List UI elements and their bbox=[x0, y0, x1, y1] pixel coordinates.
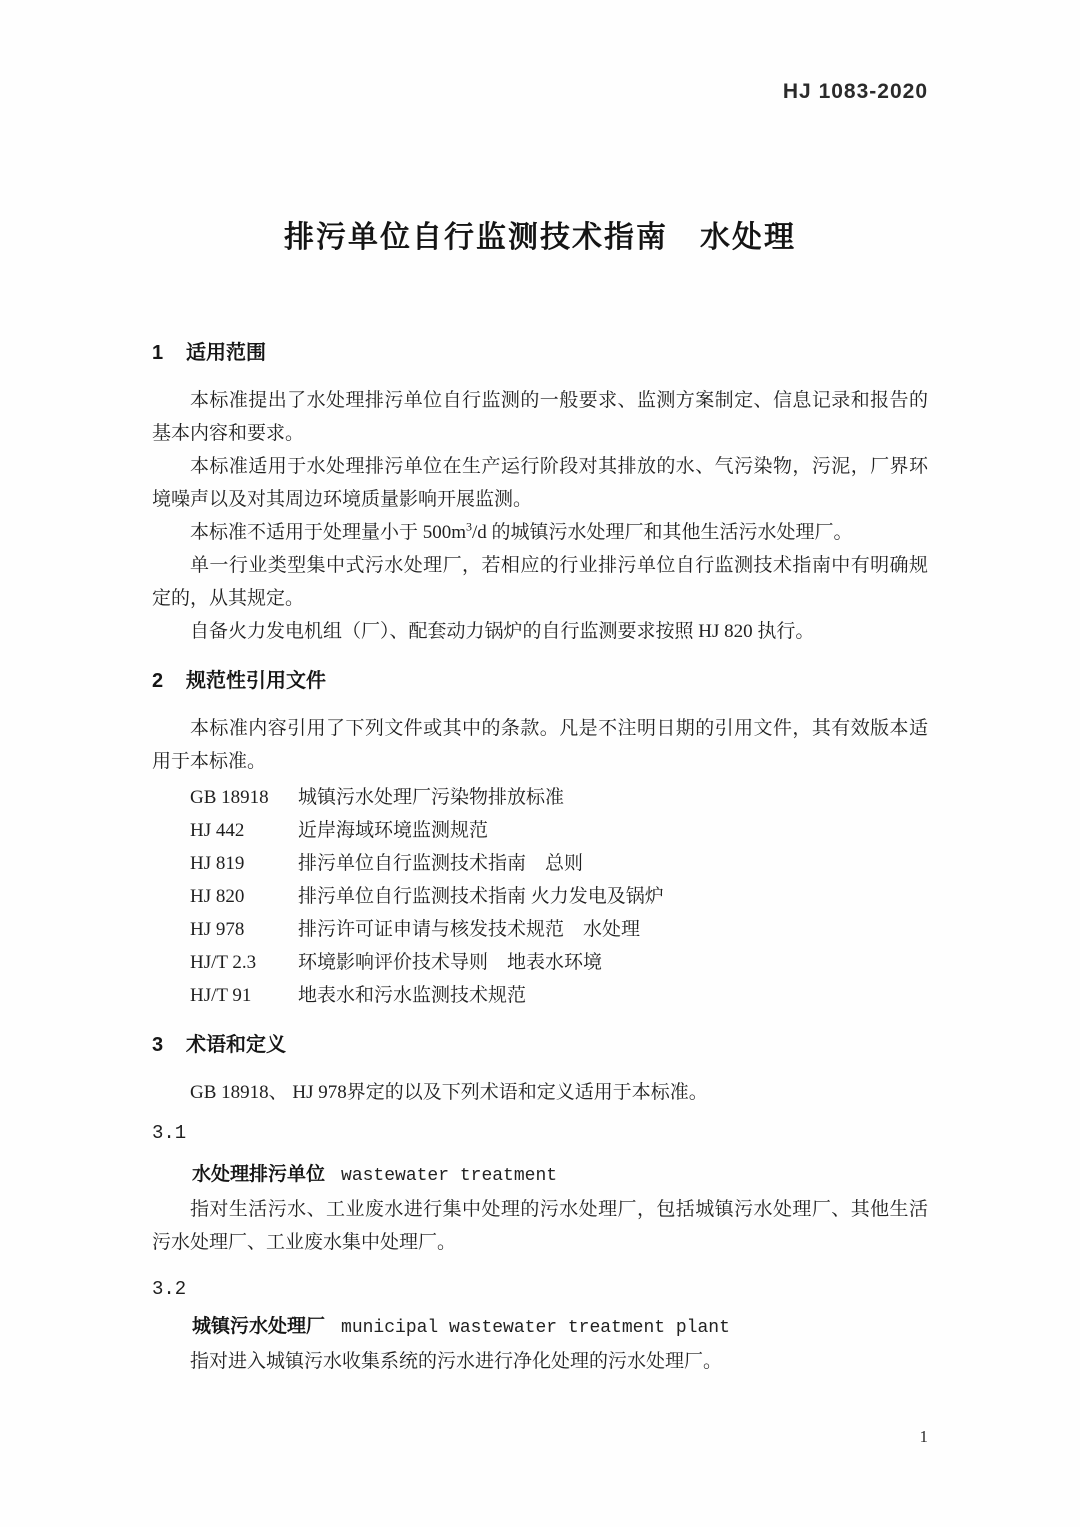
term-title-line bbox=[192, 1158, 928, 1193]
term-definition: 指对进入城镇污水收集系统的污水进行净化处理的污水处理厂。 bbox=[190, 1351, 723, 1372]
reference-title: 排污单位自行监测技术指南 火力发电及锅炉 bbox=[298, 886, 664, 907]
reference-code: GB 18918 bbox=[190, 787, 269, 808]
section-3-number: 3 bbox=[152, 1034, 164, 1056]
section-3-heading bbox=[152, 1028, 928, 1062]
reference-code: HJ 442 bbox=[190, 820, 245, 841]
section-3-body bbox=[152, 1076, 928, 1378]
reference-code: HJ 820 bbox=[190, 886, 245, 907]
reference-title: 城镇污水处理厂污染物排放标准 bbox=[298, 787, 565, 808]
reference-item bbox=[190, 946, 928, 979]
reference-item bbox=[190, 814, 928, 847]
cubic-meter-superscript: 3 bbox=[466, 519, 473, 534]
reference-code: HJ 819 bbox=[190, 853, 245, 874]
section-1-paragraph-4: 单一行业类型集中式污水处理厂，若相应的行业排污单位自行监测技术指南中有明确规定的，从其规定。 bbox=[152, 555, 928, 609]
term-title-line bbox=[192, 1310, 928, 1345]
section-1-paragraph-5: 自备火力发电机组（厂）、配套动力锅炉的自行监测要求按照 HJ 820 执行。 bbox=[190, 621, 815, 642]
reference-title: 近岸海域环境监测规范 bbox=[298, 820, 489, 841]
reference-title: 排污许可证申请与核发技术规范 水处理 bbox=[298, 919, 641, 940]
term-number: 3.1 bbox=[152, 1122, 187, 1144]
section-1-heading bbox=[152, 336, 928, 370]
page-number: 1 bbox=[919, 1427, 928, 1446]
reference-title: 地表水和污水监测技术规范 bbox=[298, 985, 527, 1006]
reference-code: HJ/T 2.3 bbox=[190, 952, 257, 973]
term-english: wastewater treatment bbox=[341, 1166, 558, 1186]
term-number: 3.2 bbox=[152, 1278, 187, 1300]
section-2-label: 规范性引用文件 bbox=[186, 670, 326, 692]
term-english: municipal wastewater treatment plant bbox=[341, 1318, 730, 1338]
section-1-paragraph-3 bbox=[152, 516, 928, 549]
term-chinese: 水处理排污单位 bbox=[192, 1164, 326, 1185]
paragraph-3-text-after: /d 的城镇污水处理厂和其他生活污水处理厂。 bbox=[472, 522, 853, 543]
section-1-body bbox=[152, 384, 928, 648]
reference-list bbox=[190, 781, 928, 1012]
reference-item bbox=[190, 913, 928, 946]
reference-item bbox=[190, 847, 928, 880]
term-3-2 bbox=[152, 1273, 928, 1378]
reference-title: 环境影响评价技术导则 地表水环境 bbox=[298, 952, 603, 973]
doc-title: 排污单位自行监测技术指南 水处理 bbox=[284, 221, 796, 254]
reference-title: 排污单位自行监测技术指南 总则 bbox=[298, 853, 584, 874]
term-definition: 指对生活污水、工业废水进行集中处理的污水处理厂，包括城镇污水处理厂、其他生活污水处理厂、工业废水集中处理厂。 bbox=[152, 1199, 928, 1253]
term-3-1 bbox=[152, 1117, 928, 1259]
reference-code: HJ/T 91 bbox=[190, 985, 252, 1006]
section-1-label: 适用范围 bbox=[186, 342, 266, 364]
reference-item bbox=[190, 979, 928, 1012]
section-1-paragraph-2: 本标准适用于水处理排污单位在生产运行阶段对其排放的水、气污染物，污泥，厂界环境噪声以及对其周边环境质量影响开展监测。 bbox=[152, 456, 928, 510]
section-3-paragraph-1: GB 18918、 HJ 978界定的以及下列术语和定义适用于本标准。 bbox=[190, 1082, 708, 1103]
section-1-paragraph-1: 本标准提出了水处理排污单位自行监测的一般要求、监测方案制定、信息记录和报告的基本内容和要求。 bbox=[152, 390, 928, 444]
section-1-number: 1 bbox=[152, 342, 164, 364]
paragraph-3-text-before: 本标准不适用于处理量小于 500m bbox=[190, 522, 467, 543]
section-2-heading bbox=[152, 664, 928, 698]
reference-code: HJ 978 bbox=[190, 919, 245, 940]
term-chinese: 城镇污水处理厂 bbox=[192, 1316, 326, 1337]
doc-number: HJ 1083-2020 bbox=[782, 80, 928, 103]
reference-item bbox=[190, 880, 928, 913]
section-2-paragraph-1: 本标准内容引用了下列文件或其中的条款。凡是不注明日期的引用文件，其有效版本适用于本标准。 bbox=[152, 718, 928, 772]
reference-item bbox=[190, 781, 928, 814]
section-2-number: 2 bbox=[152, 670, 164, 692]
section-2-body bbox=[152, 712, 928, 1012]
section-3-label: 术语和定义 bbox=[186, 1034, 286, 1056]
doc-header bbox=[152, 80, 928, 106]
